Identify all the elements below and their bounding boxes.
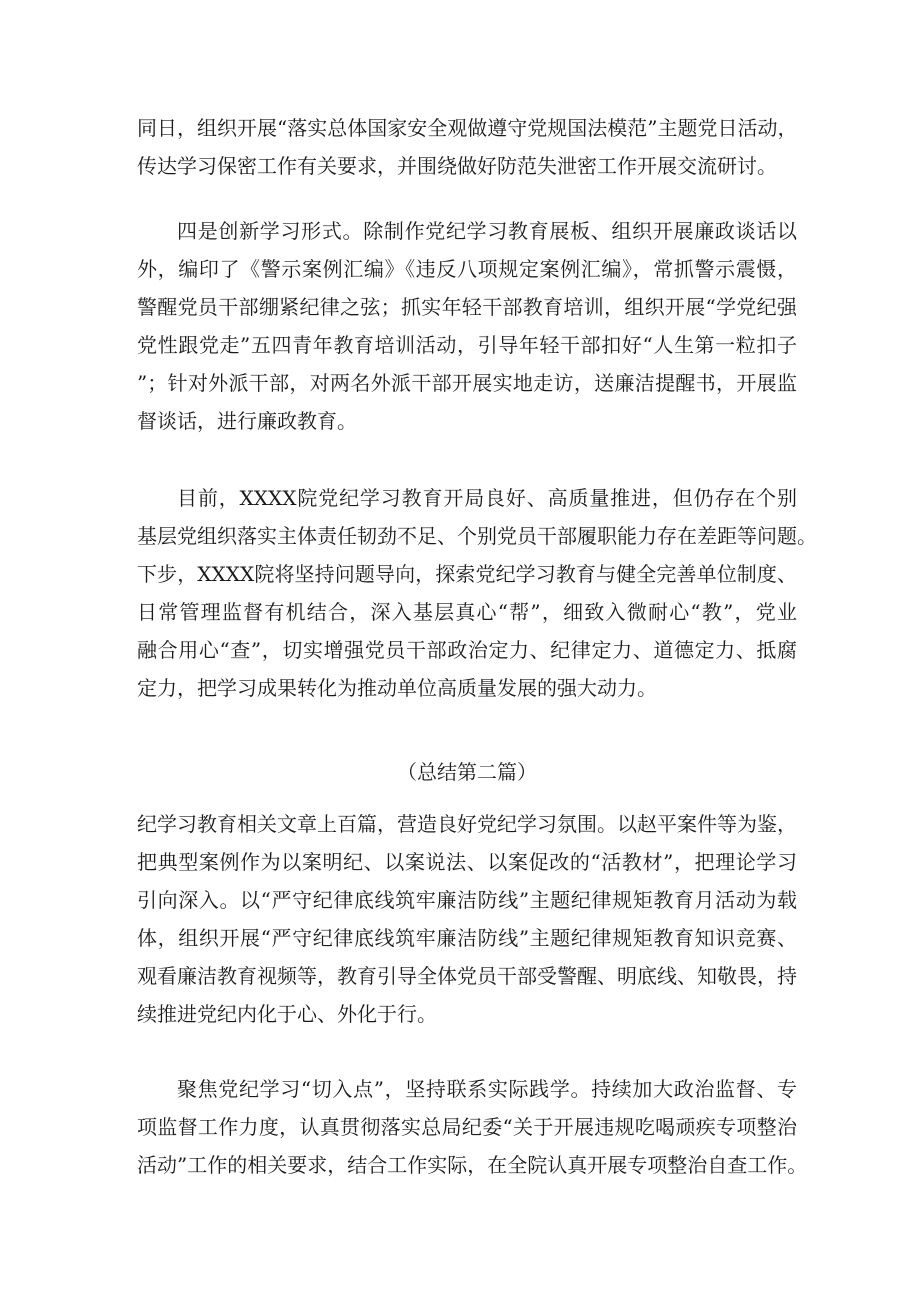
text-line: 督谈话，进行廉政教育。 xyxy=(137,409,357,433)
text-line: 活动”工作的相关要求，结合工作实际，在全院认真开展专项整治自查工作。 xyxy=(137,1153,808,1177)
text-line: 同日，组织开展“落实总体国家安全观做遵守党规国法模范”主题党日活动， xyxy=(137,116,798,140)
text-line: 项监督工作力度，认真贯彻落实总局纪委“关于开展违规吃喝顽疾专项整治 xyxy=(137,1115,797,1139)
text-line: 四是创新学习形式。除制作党纪学习教育展板、组织开展廉政谈话以 xyxy=(177,219,797,243)
paragraph-innovation xyxy=(137,212,797,440)
paragraph-party-day xyxy=(137,109,797,185)
text-line: 传达学习保密工作有关要求，并围绕做好防范失泄密工作开展交流研讨。 xyxy=(137,154,777,178)
text-line: 日常管理监督有机结合，深入基层真心“帮”，细致入微耐心“教”，党业 xyxy=(137,600,797,624)
text-line: 融合用心“查”，切实增强党员干部政治定力、纪律定力、道德定力、抵腐 xyxy=(137,638,797,662)
text-line: 把典型案例作为以案明纪、以案说法、以案促改的“活教材”，把理论学习 xyxy=(137,850,797,874)
paragraph-current-status xyxy=(137,479,817,707)
text-line: 基层党组织落实主体责任韧劲不足、个别党员干部履职能力存在差距等问题。 xyxy=(137,524,817,548)
text-line: 党性跟党走”五四青年教育培训活动，引导年轻干部扣好“人生第一粒扣子 xyxy=(137,333,797,357)
text-line: 续推进党纪内化于心、外化于行。 xyxy=(137,1002,437,1026)
paragraph-focus-point xyxy=(137,1070,808,1184)
text-line: 警醒党员干部绷紧纪律之弦；抓实年轻干部教育培训，组织开展“学党纪强 xyxy=(137,295,797,319)
text-line: 下步，XXXX院将坚持问题导向，探索党纪学习教育与健全完善单位制度、 xyxy=(137,562,797,586)
text-line: 纪学习教育相关文章上百篇，营造良好党纪学习氛围。以赵平案件等为鉴， xyxy=(137,812,797,836)
text-line: 目前，XXXX院党纪学习教育开局良好、高质量推进，但仍存在个别 xyxy=(177,486,797,510)
section-heading: （总结第二篇） xyxy=(397,760,537,784)
text-line: 观看廉洁教育视频等，教育引导全体党员干部受警醒、明底线、知敬畏，持 xyxy=(137,964,797,988)
paragraph-study-articles xyxy=(137,805,797,1033)
text-line: 引向深入。以“严守纪律底线筑牢廉洁防线”主题纪律规矩教育月活动为载 xyxy=(137,888,797,912)
text-line: 外，编印了《警示案例汇编》《违反八项规定案例汇编》，常抓警示震慑， xyxy=(137,257,797,281)
text-line: 定力，把学习成果转化为推动单位高质量发展的强大动力。 xyxy=(137,676,657,700)
text-line: 体，组织开展“严守纪律底线筑牢廉洁防线”主题纪律规矩教育知识竞赛、 xyxy=(137,926,797,950)
text-line: 聚焦党纪学习“切入点”，坚持联系实际践学。持续加大政治监督、专 xyxy=(177,1077,797,1101)
text-line: ”；针对外派干部，对两名外派干部开展实地走访，送廉洁提醒书，开展监 xyxy=(137,371,797,395)
